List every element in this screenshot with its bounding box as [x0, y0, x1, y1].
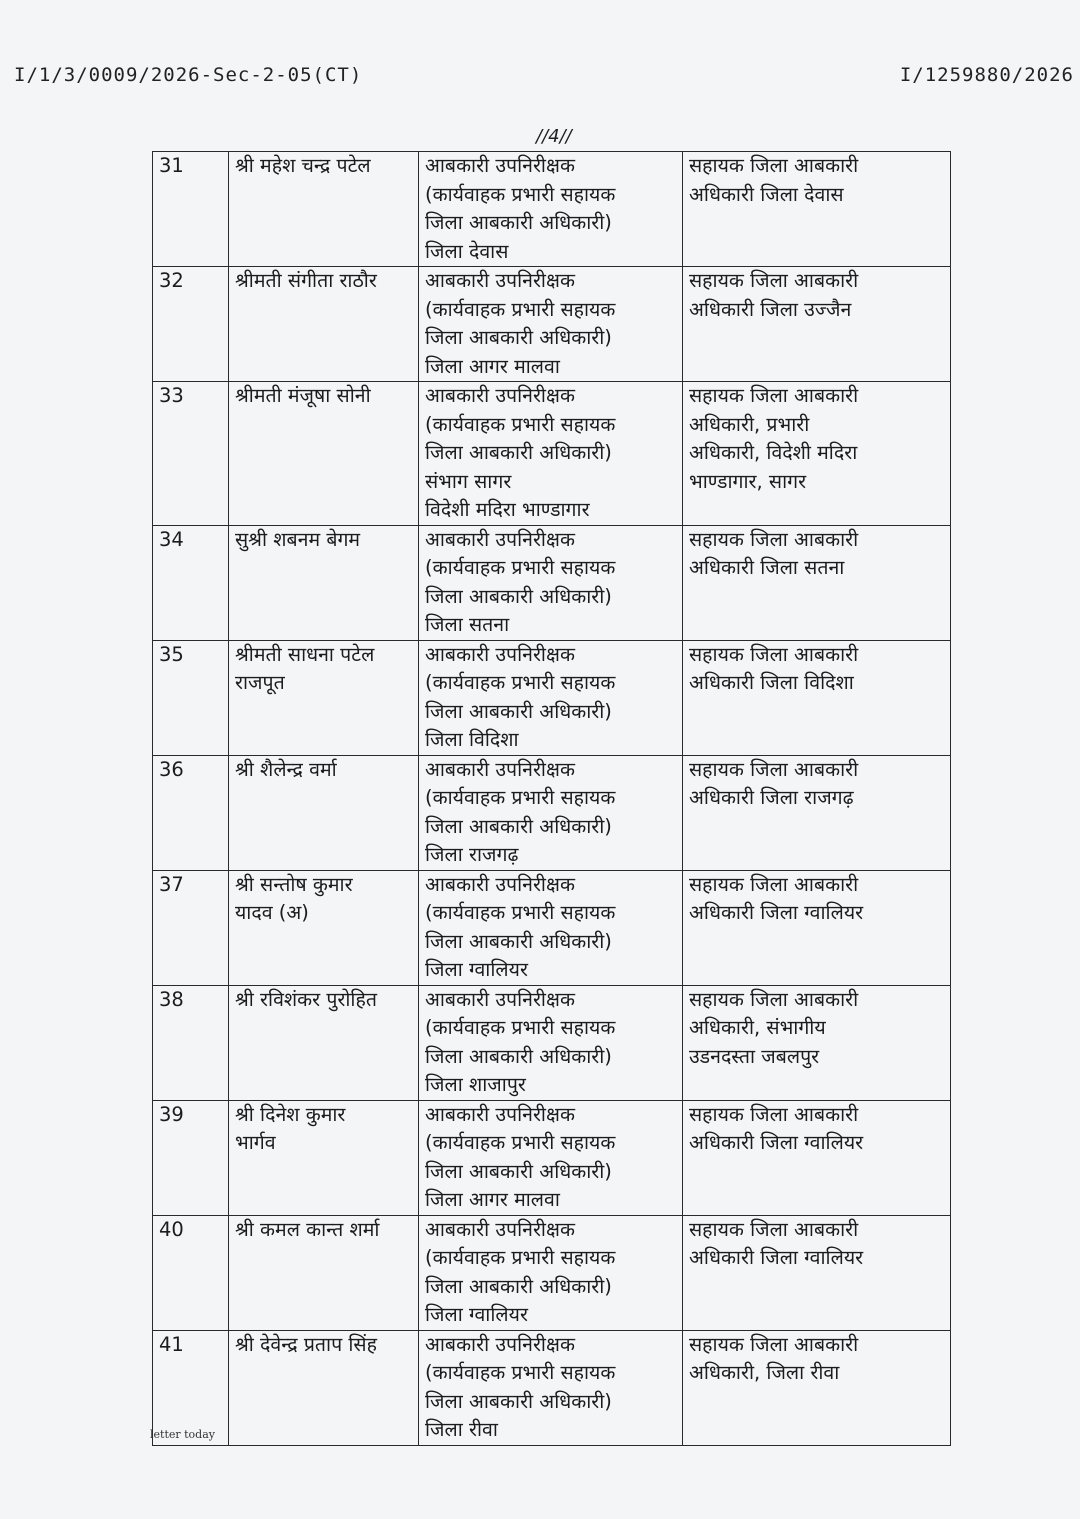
current-post-line: जिला देवास — [425, 239, 509, 263]
new-post-line: सहायक जिला आबकारी — [689, 872, 859, 896]
current-post-cell — [419, 382, 683, 526]
officer-name-line: श्रीमती संगीता राठौर — [235, 269, 377, 292]
current-post-line: जिला आबकारी अधिकारी) — [425, 699, 612, 723]
officer-name-line: श्रीमती मंजूषा सोनी — [235, 384, 371, 407]
serial-number-cell: 35 — [153, 640, 229, 755]
transfer-table — [152, 151, 951, 1446]
current-post-line: जिला आबकारी अधिकारी) — [425, 1389, 612, 1413]
current-post-line: (कार्यवाहक प्रभारी सहायक — [425, 1246, 616, 1269]
new-post-line: सहायक जिला आबकारी — [689, 642, 859, 666]
current-post-line: जिला आबकारी अधिकारी) — [425, 584, 612, 608]
current-post-cell — [419, 1330, 683, 1445]
new-post-cell — [683, 1330, 951, 1445]
new-post-line: अधिकारी जिला राजगढ़ — [689, 786, 854, 809]
new-post-line: अधिकारी, प्रभारी — [689, 412, 810, 436]
serial-number-cell: 31 — [153, 152, 229, 267]
current-post-line: (कार्यवाहक प्रभारी सहायक — [425, 556, 616, 579]
new-post-cell — [683, 1100, 951, 1215]
current-post-cell — [419, 755, 683, 870]
current-post-line: आबकारी उपनिरीक्षक — [425, 987, 575, 1011]
new-post-line: अधिकारी, विदेशी मदिरा — [689, 441, 858, 464]
new-post-line: अधिकारी जिला सतना — [689, 556, 845, 579]
officer-name-line: श्री कमल कान्त शर्मा — [235, 1217, 380, 1241]
new-post-cell — [683, 382, 951, 526]
table-row — [153, 267, 951, 382]
current-post-line: (कार्यवाहक प्रभारी सहायक — [425, 1016, 616, 1039]
current-post-line: आबकारी उपनिरीक्षक — [425, 872, 575, 896]
current-post-line: जिला ग्वालियर — [425, 958, 528, 981]
new-post-line: अधिकारी जिला ग्वालियर — [689, 1246, 864, 1269]
current-post-line: जिला सतना — [425, 613, 510, 636]
new-post-line: सहायक जिला आबकारी — [689, 269, 859, 292]
serial-number-cell: 38 — [153, 985, 229, 1100]
table-row — [153, 525, 951, 640]
current-post-cell — [419, 640, 683, 755]
new-post-line: सहायक जिला आबकारी — [689, 987, 859, 1011]
current-post-line: जिला आगर मालवा — [425, 1188, 560, 1211]
page-number: //4// — [536, 126, 572, 147]
table-row — [153, 870, 951, 985]
current-post-line: (कार्यवाहक प्रभारी सहायक — [425, 671, 616, 694]
officer-name-line: श्री शैलेन्द्र वर्मा — [235, 757, 337, 781]
officer-name-cell — [229, 382, 419, 526]
new-post-line: उडनदस्ता जबलपुर — [689, 1044, 820, 1068]
current-post-line: आबकारी उपनिरीक्षक — [425, 1217, 575, 1241]
officer-name-line: श्री महेश चन्द्र पटेल — [235, 154, 371, 177]
new-post-line: अधिकारी जिला ग्वालियर — [689, 1131, 864, 1154]
current-post-line: जिला शाजापुर — [425, 1073, 526, 1096]
current-post-line: जिला आबकारी अधिकारी) — [425, 1044, 612, 1068]
current-post-line: आबकारी उपनिरीक्षक — [425, 1102, 575, 1126]
footer-note: letter today — [150, 1428, 215, 1441]
current-post-cell — [419, 985, 683, 1100]
officer-name-cell — [229, 755, 419, 870]
officer-name-cell — [229, 640, 419, 755]
current-post-cell — [419, 267, 683, 382]
serial-number-cell: 33 — [153, 382, 229, 526]
table-row — [153, 382, 951, 526]
reference-number: I/1259880/2026 — [899, 64, 1074, 86]
current-post-line: जिला आबकारी अधिकारी) — [425, 814, 612, 838]
current-post-line: जिला आबकारी अधिकारी) — [425, 211, 612, 234]
serial-number-cell: 39 — [153, 1100, 229, 1215]
new-post-line: अधिकारी जिला ग्वालियर — [689, 901, 864, 924]
current-post-line: जिला राजगढ़ — [425, 843, 519, 866]
serial-number-cell: 36 — [153, 755, 229, 870]
officer-name-cell — [229, 870, 419, 985]
new-post-line: सहायक जिला आबकारी — [689, 757, 859, 781]
current-post-line: संभाग सागर — [425, 469, 512, 493]
current-post-cell — [419, 1215, 683, 1330]
officer-name-line: श्री रविशंकर पुरोहित — [235, 987, 377, 1011]
officer-name-line: श्रीमती साधना पटेल — [235, 642, 375, 666]
current-post-line: आबकारी उपनिरीक्षक — [425, 384, 575, 407]
current-post-cell — [419, 525, 683, 640]
current-post-line: (कार्यवाहक प्रभारी सहायक — [425, 297, 616, 321]
current-post-line: आबकारी उपनिरीक्षक — [425, 527, 575, 551]
new-post-cell — [683, 985, 951, 1100]
table-row — [153, 1100, 951, 1215]
current-post-line: (कार्यवाहक प्रभारी सहायक — [425, 182, 616, 206]
table-row — [153, 640, 951, 755]
serial-number-cell: 37 — [153, 870, 229, 985]
new-post-line: सहायक जिला आबकारी — [689, 384, 859, 407]
officer-name-cell — [229, 525, 419, 640]
current-post-cell — [419, 1100, 683, 1215]
current-post-line: आबकारी उपनिरीक्षक — [425, 642, 575, 666]
current-post-line: जिला आगर मालवा — [425, 354, 560, 378]
current-post-line: विदेशी मदिरा भाण्डागार — [425, 498, 590, 521]
current-post-line: जिला आबकारी अधिकारी) — [425, 441, 612, 464]
new-post-cell — [683, 870, 951, 985]
new-post-line: सहायक जिला आबकारी — [689, 1217, 859, 1241]
current-post-line: (कार्यवाहक प्रभारी सहायक — [425, 1361, 616, 1384]
current-post-line: आबकारी उपनिरीक्षक — [425, 269, 575, 292]
current-post-line: जिला आबकारी अधिकारी) — [425, 929, 612, 953]
table-row — [153, 755, 951, 870]
current-post-line: आबकारी उपनिरीक्षक — [425, 757, 575, 781]
officer-name-line: श्री दिनेश कुमार — [235, 1102, 346, 1126]
current-post-line: आबकारी उपनिरीक्षक — [425, 1332, 575, 1356]
new-post-line: भाण्डागार, सागर — [689, 469, 807, 493]
officer-name-cell — [229, 267, 419, 382]
new-post-cell — [683, 152, 951, 267]
officer-name-line: श्री देवेन्द्र प्रताप सिंह — [235, 1332, 377, 1356]
current-post-line: जिला आबकारी अधिकारी) — [425, 1159, 612, 1183]
new-post-line: अधिकारी जिला विदिशा — [689, 671, 854, 694]
new-post-line: सहायक जिला आबकारी — [689, 1102, 859, 1126]
table-row — [153, 1215, 951, 1330]
current-post-line: आबकारी उपनिरीक्षक — [425, 154, 575, 177]
serial-number-cell: 32 — [153, 267, 229, 382]
officer-name-line: श्री सन्तोष कुमार — [235, 872, 353, 896]
new-post-line: अधिकारी जिला देवास — [689, 182, 844, 206]
current-post-line: जिला ग्वालियर — [425, 1303, 528, 1326]
current-post-line: जिला विदिशा — [425, 728, 519, 751]
file-number: I/1/3/0009/2026-Sec-2-05(CT) — [14, 64, 363, 86]
current-post-line: जिला आबकारी अधिकारी) — [425, 326, 612, 349]
officer-name-line: यादव (अ) — [235, 901, 309, 924]
current-post-line: जिला रीवा — [425, 1418, 498, 1441]
new-post-line: अधिकारी, संभागीय — [689, 1016, 826, 1039]
new-post-cell — [683, 267, 951, 382]
new-post-cell — [683, 525, 951, 640]
current-post-line: (कार्यवाहक प्रभारी सहायक — [425, 786, 616, 809]
officer-name-cell — [229, 985, 419, 1100]
new-post-line: अधिकारी, जिला रीवा — [689, 1361, 840, 1384]
new-post-line: सहायक जिला आबकारी — [689, 154, 859, 177]
serial-number-cell: 34 — [153, 525, 229, 640]
current-post-cell — [419, 870, 683, 985]
officer-name-cell — [229, 152, 419, 267]
current-post-line: जिला आबकारी अधिकारी) — [425, 1274, 612, 1298]
table-row — [153, 985, 951, 1100]
serial-number-cell: 40 — [153, 1215, 229, 1330]
transfer-table-body — [153, 152, 951, 1446]
current-post-line: (कार्यवाहक प्रभारी सहायक — [425, 901, 616, 924]
current-post-line: (कार्यवाहक प्रभारी सहायक — [425, 1131, 616, 1154]
officer-name-cell — [229, 1100, 419, 1215]
new-post-line: सहायक जिला आबकारी — [689, 527, 859, 551]
new-post-line: अधिकारी जिला उज्जैन — [689, 297, 852, 321]
new-post-cell — [683, 640, 951, 755]
new-post-line: सहायक जिला आबकारी — [689, 1332, 859, 1356]
table-row — [153, 152, 951, 267]
current-post-cell — [419, 152, 683, 267]
table-row — [153, 1330, 951, 1445]
officer-name-cell — [229, 1215, 419, 1330]
officer-name-line: राजपूत — [235, 671, 285, 694]
current-post-line: (कार्यवाहक प्रभारी सहायक — [425, 412, 616, 436]
new-post-cell — [683, 1215, 951, 1330]
new-post-cell — [683, 755, 951, 870]
serial-number-cell: 41 — [153, 1330, 229, 1445]
officer-name-cell — [229, 1330, 419, 1445]
officer-name-line: सुश्री शबनम बेगम — [235, 527, 361, 551]
officer-name-line: भार्गव — [235, 1131, 276, 1154]
